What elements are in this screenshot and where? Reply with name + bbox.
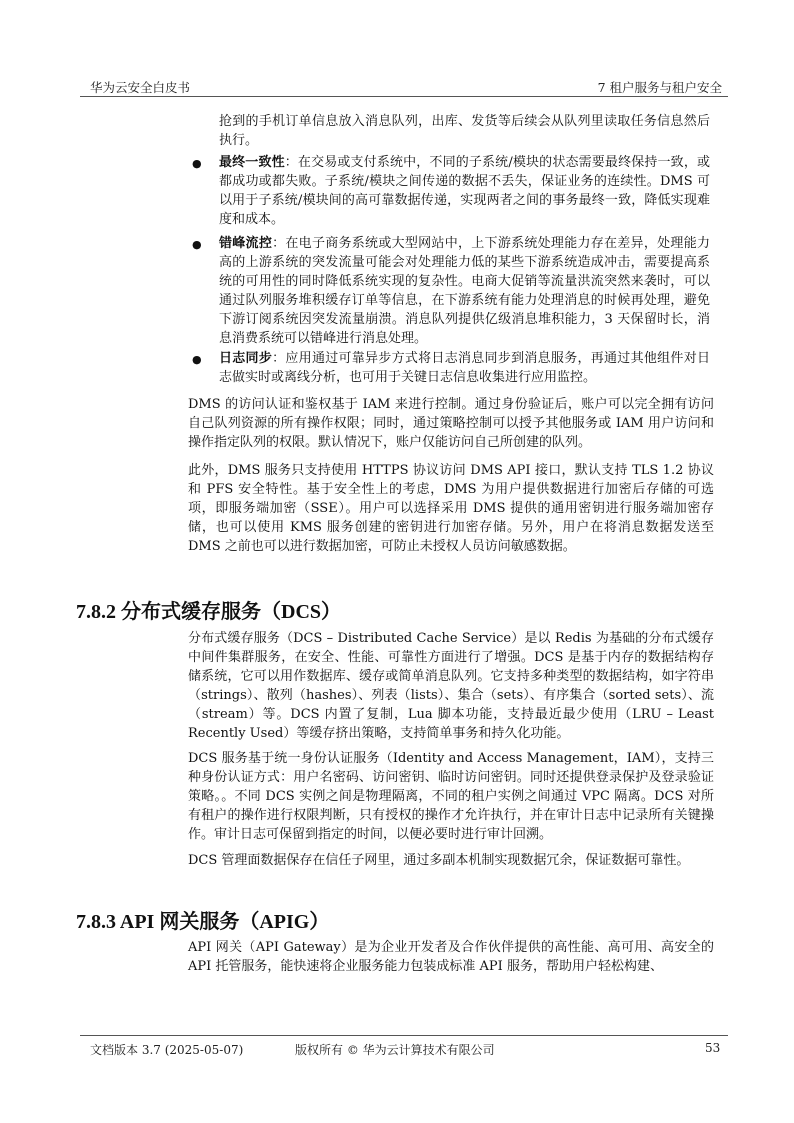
bullet-item-peak-shaving: [219, 234, 710, 348]
footer-divider: [80, 1035, 728, 1036]
continued-paragraph: 抢到的手机订单信息放入消息队列，出库、发货等后续会从队列里读取任务信息然后执行。: [219, 114, 710, 148]
footer-version: 文档版本 3.7 (2025-05-07): [90, 1043, 244, 1057]
bullet-item-eventual-consistency: [219, 153, 710, 229]
section-heading-dcs: 7.8.2 分布式缓存服务（DCS）: [76, 601, 342, 623]
bullet-title: 最终一致性: [219, 155, 285, 170]
bullet-dot-2: ●: [192, 238, 202, 251]
apig-intro-paragraph: API 网关（API Gateway）是为企业开发者及合作伙伴提供的高性能、高可用、高安全的 API 托管服务，能快速将企业服务能力包装成标准 API 服务，帮助用户轻松构建、: [188, 940, 714, 974]
bullet-title: 日志同步: [219, 351, 273, 366]
bullet-text: ：在交易或支付系统中，不同的子系统/模块的状态需要最终保持一致，或都成功或都失败。子系统/模块之间传递的数据不丢失，保证业务的连续性。DMS 可以用于子系统/模块间的高可靠数据传递，实现两者之间的事务最终一致，降低实现难度和成本。: [219, 155, 710, 227]
bullet-dot-3: ●: [192, 353, 202, 366]
header-divider: [80, 96, 728, 97]
dcs-intro-paragraph: 分布式缓存服务（DCS – Distributed Cache Service）是以 Redis 为基础的分布式缓存中间件集群服务，在安全、性能、可靠性方面进行了增强。DCS 是基于内存的数据结构存储系统，它可以用作数据库、缓存或简单消息队列。它支持多种类型的数据结构，如字符串（strings）、散列（hashes）、列表（lists）、集合（sets）、有序集合（sorted sets）、流（stream）等。DCS 内置了复制，Lua 脚本功能，支持最近最少使用（LRU – Least Recently Used）等缓存挤出策略，支持简单事务和持久化功能。: [188, 631, 714, 741]
dcs-redundancy-paragraph: DCS 管理面数据保存在信任子网里，通过多副本机制实现数据冗余，保证数据可靠性。: [188, 853, 690, 868]
bullet-text: ：应用通过可靠异步方式将日志消息同步到消息服务，再通过其他组件对日志做实时或离线分析，也可用于关键日志信息收集进行应用监控。: [219, 351, 710, 385]
dms-auth-paragraph: DMS 的访问认证和鉴权基于 IAM 来进行控制。通过身份验证后，账户可以完全拥有访问自己队列资源的所有操作权限；同时，通过策略控制可以授予其他服务或 IAM 用户访问和操作指定队列的权限。默认情况下，账户仅能访问自己所创建的队列。: [188, 397, 714, 450]
section-heading-apig: 7.8.3 API 网关服务（APIG）: [76, 911, 330, 933]
dms-encryption-paragraph: 此外，DMS 服务只支持使用 HTTPS 协议访问 DMS API 接口，默认支持 TLS 1.2 协议和 PFS 安全特性。基于安全性上的考虑，DMS 为用户提供数据进行加密后存储的可选项，即服务端加密（SSE）。用户可以选择采用 DMS 提供的通用密钥进行服务端加密存储，也可以使用 KMS 服务创建的密钥进行加密存储。另外，用户在将消息数据发送至 DMS 之前也可以进行数据加密，可防止未授权人员访问敏感数据。: [188, 463, 714, 554]
bullet-item-log-sync: [219, 349, 710, 387]
bullet-title: 错峰流控: [219, 236, 273, 251]
bullet-dot-1: ●: [192, 157, 202, 170]
header-chapter-title: 7 租户服务与租户安全: [597, 80, 722, 95]
footer-page-number: 53: [705, 1041, 721, 1055]
bullet-text: ：在电子商务系统或大型网站中，上下游系统处理能力存在差异，处理能力高的上游系统的突发流量可能会对处理能力低的某些下游系统造成冲击，需要提高系统的可用性的同时降低系统实现的复杂性。电商大促销等流量洪流突然来袭时，可以通过队列服务堆积缓存订单等信息，在下游系统有能力处理消息的时候再处理，避免下游订阅系统因突发流量崩溃。消息队列提供亿级消息堆积能力，3 天保留时长，消息消费系统可以错峰进行消息处理。: [219, 236, 710, 346]
dcs-auth-paragraph: DCS 服务基于统一身份认证服务（Identity and Access Management，IAM），支持三种身份认证方式：用户名密码、访问密钥、临时访问密钥。同时还提供登录保护及登录验证策略。。不同 DCS 实例之间是物理隔离，不同的租户实例之间通过 VPC 隔离。DCS 对所有租户的操作进行权限判断，只有授权的操作才允许执行，并在审计日志中记录所有关键操作。审计日志可保留到指定的时间，以便必要时进行审计回溯。: [188, 751, 714, 842]
header-doc-title: 华为云安全白皮书: [90, 80, 191, 95]
footer-copyright: 版权所有 © 华为云计算技术有限公司: [295, 1043, 495, 1057]
